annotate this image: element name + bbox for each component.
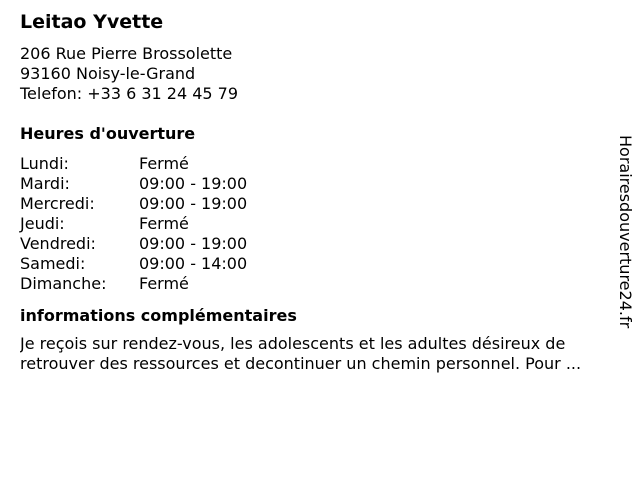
day-label: Jeudi: — [20, 214, 65, 233]
hours-row-wednesday — [20, 194, 616, 214]
opening-hours-title: Heures d'ouverture — [20, 124, 196, 143]
time-value: Fermé — [139, 274, 189, 293]
business-name: Leitao Yvette — [20, 11, 164, 33]
time-value: 09:00 - 14:00 — [139, 254, 248, 273]
hours-row-sunday — [20, 274, 616, 294]
info-line-2: retrouver des ressources et decontinuer un chemin personnel. Pour ... — [20, 354, 582, 373]
hours-row-monday — [20, 154, 616, 174]
business-card — [20, 8, 616, 374]
info-line-1: Je reçois sur rendez-vous, les adolescents et les adultes désireux de — [20, 334, 566, 353]
time-value: Fermé — [139, 154, 189, 173]
time-value: 09:00 - 19:00 — [139, 234, 248, 253]
day-label: Mercredi: — [20, 194, 95, 213]
time-value: Fermé — [139, 214, 189, 233]
address-city: 93160 Noisy-le-Grand — [20, 64, 196, 83]
address-street: 206 Rue Pierre Brossolette — [20, 44, 233, 63]
hours-row-thursday — [20, 214, 616, 234]
phone-line: Telefon: +33 6 31 24 45 79 — [20, 84, 239, 103]
hours-row-saturday — [20, 254, 616, 274]
watermark-text: Horairesdouverture24.fr — [616, 135, 635, 329]
day-label: Dimanche: — [20, 274, 107, 293]
opening-hours-table — [20, 154, 616, 294]
additional-info-title: informations complémentaires — [20, 306, 297, 325]
time-value: 09:00 - 19:00 — [139, 174, 248, 193]
site-watermark — [615, 135, 635, 345]
address-block — [20, 44, 616, 104]
day-label: Samedi: — [20, 254, 86, 273]
day-label: Lundi: — [20, 154, 69, 173]
time-value: 09:00 - 19:00 — [139, 194, 248, 213]
hours-row-friday — [20, 234, 616, 254]
day-label: Mardi: — [20, 174, 70, 193]
day-label: Vendredi: — [20, 234, 96, 253]
hours-row-tuesday — [20, 174, 616, 194]
additional-info-text — [20, 334, 616, 374]
